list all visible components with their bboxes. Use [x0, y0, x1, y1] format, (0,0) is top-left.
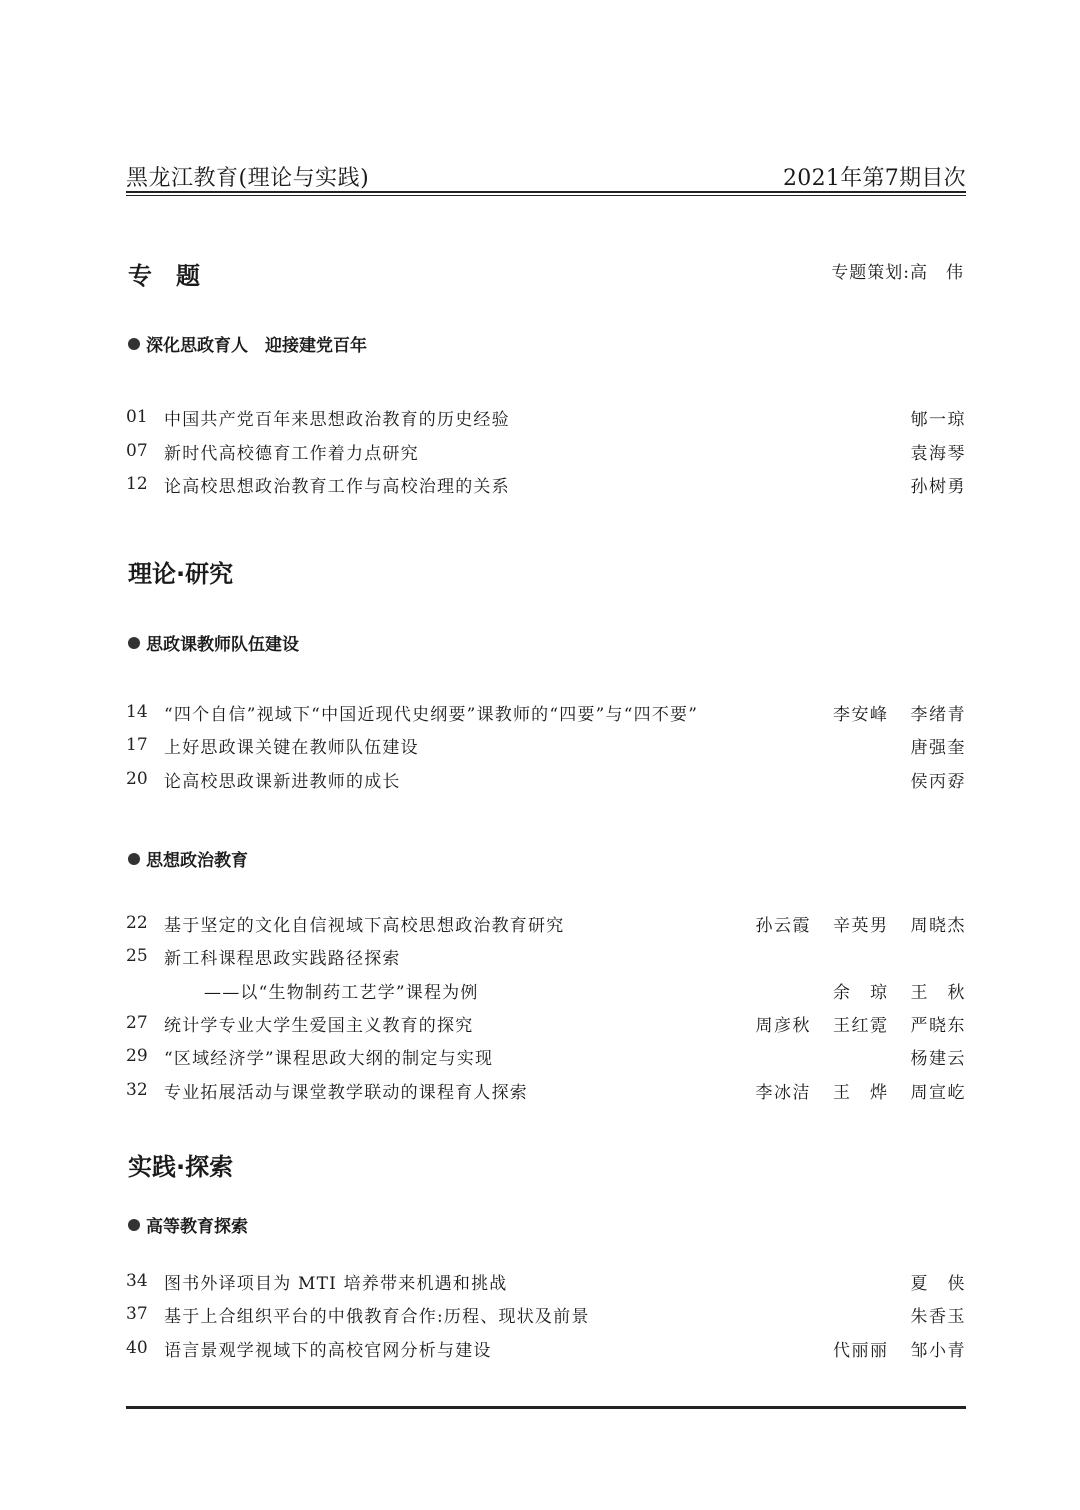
article-title: 图书外译项目为 MTI 培养带来机遇和挑战	[164, 1273, 508, 1294]
subsection-label: 思政课教师队伍建设	[146, 635, 299, 655]
article-title: 论高校思政课新进教师的成长	[164, 771, 401, 792]
article-title: 统计学专业大学生爱国主义教育的探究	[164, 1015, 474, 1036]
authors	[911, 733, 967, 758]
author: 郇一琼	[910, 409, 966, 430]
article-title: 基于上合组织平台的中俄教育合作:历程、现状及前景	[164, 1306, 590, 1327]
author: 邹小青	[910, 1340, 966, 1361]
toc-entry[interactable]	[126, 764, 966, 794]
page-number: 12	[126, 474, 148, 494]
toc-entry[interactable]	[126, 1299, 966, 1329]
toc-entry[interactable]	[126, 469, 966, 499]
journal-name: 黑龙江教育(理论与实践)	[126, 166, 370, 191]
page-number: 29	[126, 1046, 148, 1066]
bullet-icon	[128, 1219, 140, 1231]
article-subtitle: ——以“生物制药工艺学”课程为例	[204, 982, 479, 1003]
page-number: 07	[126, 441, 148, 461]
article-title: 基于坚定的文化自信视域下高校思想政治教育研究	[164, 915, 565, 936]
page-number: 01	[126, 407, 148, 427]
page-number: 32	[126, 1080, 148, 1100]
article-title: 专业拓展活动与课堂教学联动的课程育人探索	[164, 1082, 528, 1103]
author: 周彦秋	[755, 1015, 811, 1036]
article-title: 新工科课程思政实践路径探索	[164, 948, 401, 969]
page-number: 40	[126, 1338, 148, 1358]
author: 朱香玉	[910, 1306, 966, 1327]
author: 唐强奎	[910, 737, 966, 758]
header-rule	[126, 191, 966, 193]
article-title: 论高校思想政治教育工作与高校治理的关系	[164, 476, 510, 497]
subsection-label: 高等教育探索	[146, 1217, 248, 1237]
author: 周晓杰	[910, 915, 966, 936]
author: 孙树勇	[910, 476, 966, 497]
article-title: “四个自信”视域下“中国近现代史纲要”课教师的“四要”与“四不要”	[164, 704, 699, 725]
author: 严晓东	[910, 1015, 966, 1036]
toc-entry[interactable]	[126, 1008, 966, 1038]
authors	[833, 1336, 966, 1361]
author: 王 烨	[833, 1082, 889, 1103]
page-number: 14	[126, 702, 148, 722]
authors	[911, 405, 967, 430]
author: 王红霓	[833, 1015, 889, 1036]
authors	[911, 1302, 967, 1327]
special-planner: 专题策划:高 伟	[831, 263, 964, 283]
author: 李绪青	[910, 704, 966, 725]
author: 余 琼	[833, 982, 889, 1003]
author: 周宣屹	[910, 1082, 966, 1103]
page-number: 27	[126, 1013, 148, 1033]
author: 李安峰	[833, 704, 889, 725]
author: 夏 侠	[910, 1273, 966, 1294]
subsection-heading	[128, 846, 248, 871]
authors	[911, 1044, 967, 1069]
toc-entry[interactable]	[126, 1333, 966, 1363]
toc-entry[interactable]	[126, 908, 966, 938]
page-number: 17	[126, 735, 148, 755]
article-title: “区域经济学”课程思政大纲的制定与实现	[164, 1048, 494, 1069]
bullet-icon	[128, 853, 140, 865]
subsection-label: 思想政治教育	[146, 851, 248, 871]
authors	[911, 1269, 967, 1294]
subsection-heading	[128, 331, 367, 356]
page-header	[126, 158, 966, 192]
author: 侯丙孬	[910, 771, 966, 792]
author: 李冰洁	[755, 1082, 811, 1103]
page-number: 20	[126, 769, 148, 789]
author: 杨建云	[910, 1048, 966, 1069]
article-title: 中国共产党百年来思想政治教育的历史经验	[164, 409, 510, 430]
toc-entry[interactable]	[126, 436, 966, 466]
authors	[756, 1011, 967, 1036]
authors	[833, 978, 966, 1003]
subsection-heading	[128, 630, 299, 655]
article-title: 上好思政课关键在教师队伍建设	[164, 737, 419, 758]
header-rule-thin	[126, 195, 966, 196]
page-number: 25	[126, 946, 148, 966]
authors	[911, 767, 967, 792]
authors	[756, 911, 967, 936]
subsection-heading	[128, 1212, 248, 1237]
toc-entry[interactable]	[126, 1075, 966, 1105]
page-number: 34	[126, 1271, 148, 1291]
issue-label: 2021年第7期目次	[783, 166, 966, 191]
toc-entry[interactable]	[126, 941, 966, 971]
author: 王 秋	[910, 982, 966, 1003]
toc-entry[interactable]	[126, 1266, 966, 1296]
toc-entry[interactable]	[126, 402, 966, 432]
section-title-theory: 理论·研究	[128, 560, 234, 588]
section-title-special: 专 题	[128, 262, 200, 290]
toc-entry-subtitle[interactable]	[126, 975, 966, 1005]
bullet-icon	[128, 338, 140, 350]
section-title-practice: 实践·探索	[128, 1153, 234, 1181]
toc-entry[interactable]	[126, 1041, 966, 1071]
article-title: 语言景观学视域下的高校官网分析与建设	[164, 1340, 492, 1361]
toc-entry[interactable]	[126, 730, 966, 760]
page-number: 22	[126, 913, 148, 933]
author: 袁海琴	[910, 443, 966, 464]
page-number: 37	[126, 1304, 148, 1324]
author: 辛英男	[833, 915, 889, 936]
subsection-label: 深化思政育人 迎接建党百年	[146, 336, 367, 356]
author: 代丽丽	[833, 1340, 889, 1361]
footer-rule	[126, 1406, 966, 1409]
authors	[833, 700, 966, 725]
authors	[911, 472, 967, 497]
toc-entry[interactable]	[126, 697, 966, 727]
author: 孙云霞	[755, 915, 811, 936]
article-title: 新时代高校德育工作着力点研究	[164, 443, 419, 464]
authors	[756, 1078, 967, 1103]
authors	[911, 439, 967, 464]
bullet-icon	[128, 637, 140, 649]
